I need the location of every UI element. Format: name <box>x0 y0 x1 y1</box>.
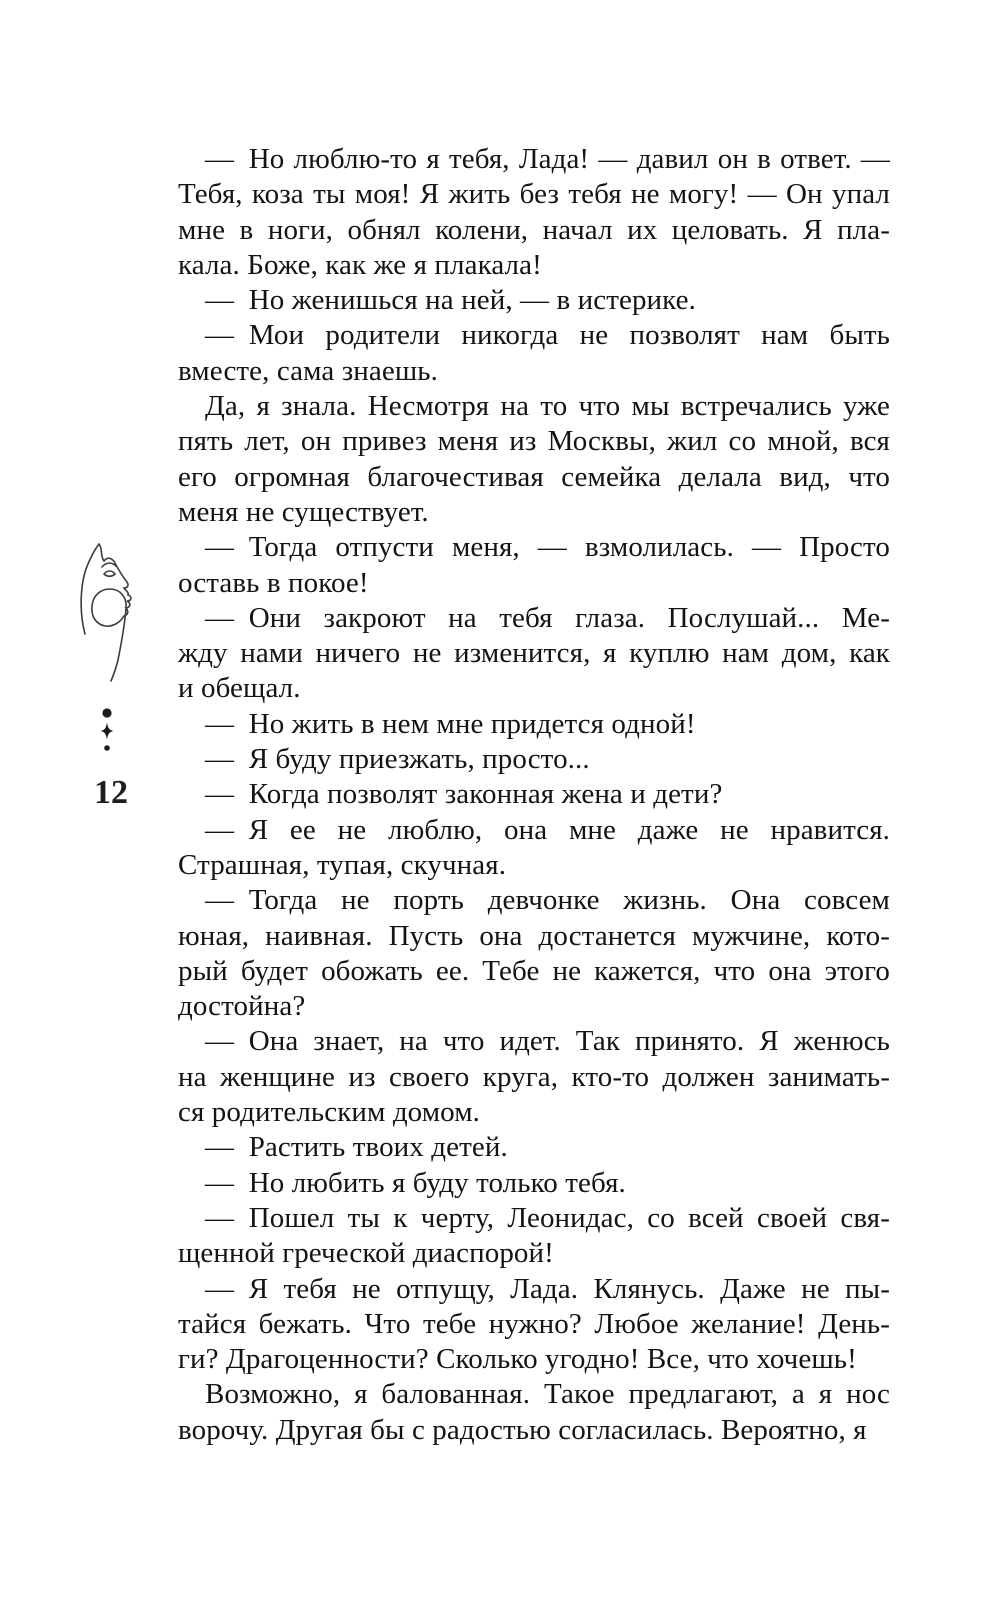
face-line-art-icon <box>81 544 131 681</box>
text-line: — Пошел ты к черту, Леонидас, со всей своей свя- <box>205 1201 890 1234</box>
text-line: ся родительским домом. <box>178 1096 481 1129</box>
text-line: Тебя, коза ты моя! Я жить без тебя не могу! — Он упал <box>178 178 890 211</box>
text-line: Да, я знала. Несмотря на то что мы встречались уже <box>205 390 890 423</box>
text-line: — Но женишься на ней, — в истерике. <box>205 284 696 317</box>
text-line: тайся бежать. Что тебе нужно? Любое желание! День- <box>178 1307 890 1340</box>
text-line: пять лет, он привез меня из Москвы, жил со мной, вся <box>178 425 890 458</box>
text-line: оставь в покое! <box>178 566 369 599</box>
text-line: — Но люблю-то я тебя, Лада! — давил он в ответ. — <box>205 143 890 175</box>
text-line: — Мои родители никогда не позволят нам быть <box>205 319 890 352</box>
text-line: и обещал. <box>178 672 301 705</box>
text-line: вместе, сама знаешь. <box>178 354 438 387</box>
text-line: ворочу. Другая бы с радостью согласилась. Вероятно, я <box>178 1413 867 1446</box>
page-number: 12 <box>94 774 128 811</box>
text-line: юная, наивная. Пусть она достанется мужчине, кото- <box>178 919 890 952</box>
text-line: — Она знает, на что идет. Так принято. Я женюсь <box>205 1025 890 1058</box>
text-line: мне в ноги, обнял колени, начал их целовать. Я пла- <box>178 213 890 246</box>
text-line: щенной греческой диаспорой! <box>178 1237 554 1270</box>
text-line: Страшная, тупая, скучная. <box>178 848 507 881</box>
text-line: Возможно, я балованная. Такое предлагают, а я нос <box>205 1378 890 1411</box>
text-line: достойна? <box>178 990 306 1023</box>
text-line: ги? Драгоценности? Сколько угодно! Все, что хочешь! <box>178 1343 857 1376</box>
text-line: — Когда позволят законная жена и дети? <box>205 778 723 811</box>
text-line: рый будет обожать ее. Тебе не кажется, что она этого <box>178 954 890 987</box>
text-line: на женщине из своего круга, кто-то должен занимать- <box>178 1060 890 1093</box>
text-line: кала. Боже, как же я плакала! <box>178 248 542 281</box>
dot-star-dot-divider-icon <box>101 708 114 750</box>
text-line: — Я тебя не отпущу, Лада. Клянусь. Даже не пы- <box>205 1272 890 1305</box>
text-line: — Они закроют на тебя глаза. Послушай... Ме- <box>205 601 890 634</box>
text-line: — Тогда отпусти меня, — взмолилась. — Просто <box>205 531 890 564</box>
text-line: — Я буду приезжать, просто... <box>205 743 590 776</box>
text-line: его огромная благочестивая семейка делала вид, что <box>178 460 890 493</box>
body-text <box>178 142 890 1448</box>
text-line: — Но любить я буду только тебя. <box>205 1166 626 1199</box>
text-line: — Растить твоих детей. <box>205 1131 508 1164</box>
text-line: меня не существует. <box>178 495 429 528</box>
text-line: — Я ее не люблю, она мне даже не нравится. <box>205 813 890 846</box>
text-line: — Тогда не порть девчонке жизнь. Она совсем <box>205 884 890 917</box>
text-line: жду нами ничего не изменится, я куплю нам дом, как <box>178 637 890 670</box>
text-line: — Но жить в нем мне придется одной! <box>205 707 696 740</box>
